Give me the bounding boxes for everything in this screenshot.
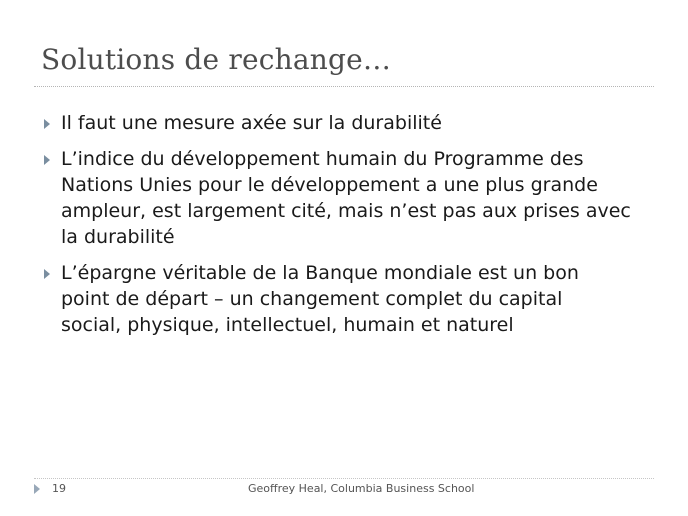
footer-text: Geoffrey Heal, Columbia Business School xyxy=(248,482,475,495)
bullet-item xyxy=(44,146,654,250)
bullet-line: L’indice du développement humain du Programme des xyxy=(61,148,584,170)
triangle-bullet-icon xyxy=(44,269,50,279)
bullet-item xyxy=(44,110,654,136)
bullet-line: la durabilité xyxy=(61,226,175,248)
bullet-line: L’épargne véritable de la Banque mondiale est un bon xyxy=(61,262,579,284)
triangle-bullet-icon xyxy=(44,119,50,129)
slide-number: 19 xyxy=(52,482,66,495)
bullet-list xyxy=(44,110,654,348)
footer-divider xyxy=(34,478,654,479)
triangle-bullet-icon xyxy=(44,155,50,165)
bullet-line: ampleur, est largement cité, mais n’est pas aux prises avec xyxy=(61,200,631,222)
bullet-line: Il faut une mesure axée sur la durabilité xyxy=(61,112,442,134)
bullet-line: Nations Unies pour le développement a une plus grande xyxy=(61,174,598,196)
slide-title: Solutions de rechange… xyxy=(41,43,392,76)
bullet-line: social, physique, intellectuel, humain et naturel xyxy=(61,314,514,336)
footer-triangle-icon xyxy=(34,484,40,494)
title-divider xyxy=(34,86,654,87)
bullet-item xyxy=(44,260,654,338)
bullet-line: point de départ – un changement complet du capital xyxy=(61,288,563,310)
